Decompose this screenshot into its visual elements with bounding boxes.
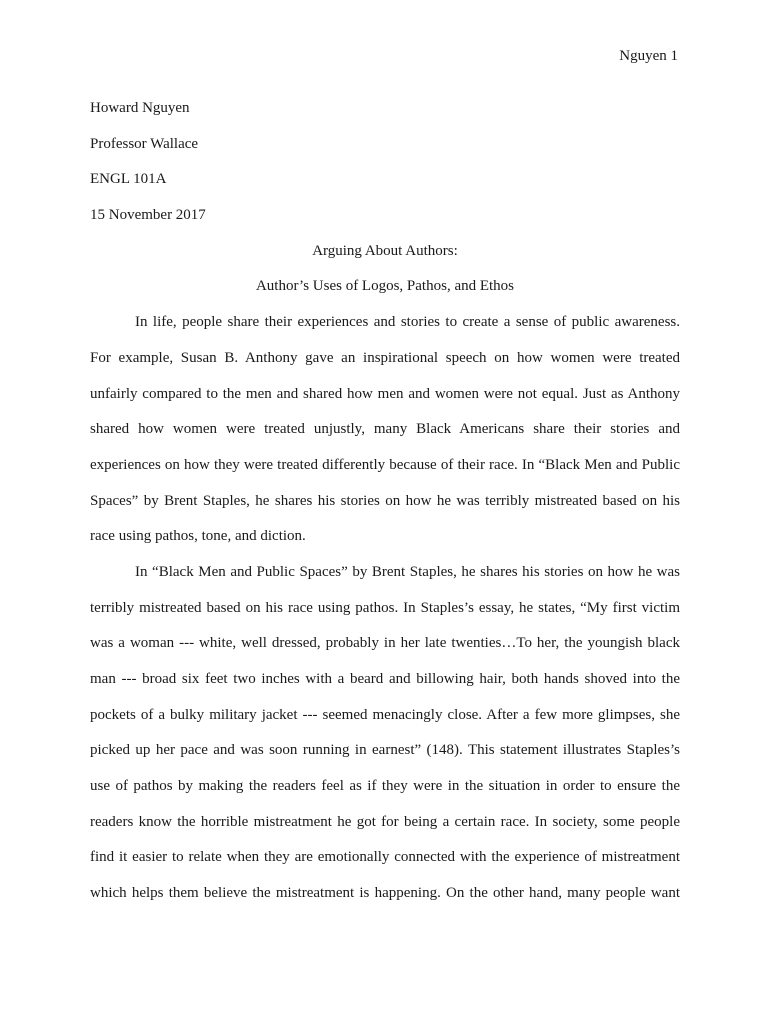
paragraph-line: race using pathos, tone, and diction. bbox=[90, 528, 306, 545]
student-name: Howard Nguyen bbox=[90, 100, 190, 116]
paragraph-line: shared how women were treated unjustly, many Black Americans share their stories and bbox=[90, 421, 680, 438]
paragraph-line: For example, Susan B. Anthony gave an inspirational speech on how women were treated bbox=[90, 349, 680, 366]
paragraph-line: was a woman --- white, well dressed, probably in her late twenties…To her, the youngish black bbox=[90, 635, 680, 652]
paragraph-line: readers know the horrible mistreatment he got for being a certain race. In society, some people bbox=[90, 813, 680, 830]
running-head: Nguyen 1 bbox=[619, 48, 678, 64]
paragraph-1 bbox=[90, 305, 680, 555]
paragraph-line: use of pathos by making the readers feel as if they were in the situation in order to ensure the bbox=[90, 778, 680, 795]
paragraph-line: man --- broad six feet two inches with a beard and billowing hair, both hands shoved into the bbox=[90, 671, 680, 687]
paragraph-line: which helps them believe the mistreatment is happening. On the other hand, many people want bbox=[90, 885, 680, 902]
paragraph-2 bbox=[90, 555, 680, 912]
paragraph-line: picked up her pace and was soon running in earnest” (148). This statement illustrates Staples’s bbox=[90, 742, 680, 759]
course-name: ENGL 101A bbox=[90, 171, 167, 188]
paragraph-line: In “Black Men and Public Spaces” by Brent Staples, he shares his stories on how he was bbox=[135, 563, 680, 580]
paragraph-line: experiences on how they were treated differently because of their race. In “Black Men and Public bbox=[90, 456, 680, 473]
paragraph-line: terribly mistreated based on his race using pathos. In Staples’s essay, he states, “My first victim bbox=[90, 599, 680, 616]
essay-title-line-2: Author’s Uses of Logos, Pathos, and Ethos bbox=[255, 278, 515, 295]
paragraph-line: Spaces” by Brent Staples, he shares his stories on how he was terribly mistreated based on his bbox=[90, 492, 680, 509]
document-body bbox=[90, 91, 680, 912]
essay-title-line-1: Arguing About Authors: bbox=[312, 242, 458, 259]
paragraph-line: unfairly compared to the men and shared how men and women were not equal. Just as Anthony bbox=[90, 385, 680, 402]
paragraph-line: In life, people share their experiences and stories to create a sense of public awareness. bbox=[135, 314, 680, 331]
paragraph-line: pockets of a bulky military jacket --- seemed menacingly close. After a few more glimpses, she bbox=[90, 706, 680, 723]
professor-name: Professor Wallace bbox=[90, 135, 199, 152]
essay-date: 15 November 2017 bbox=[90, 207, 206, 224]
paragraph-line: find it easier to relate when they are emotionally connected with the experience of mistreatment bbox=[90, 849, 680, 866]
